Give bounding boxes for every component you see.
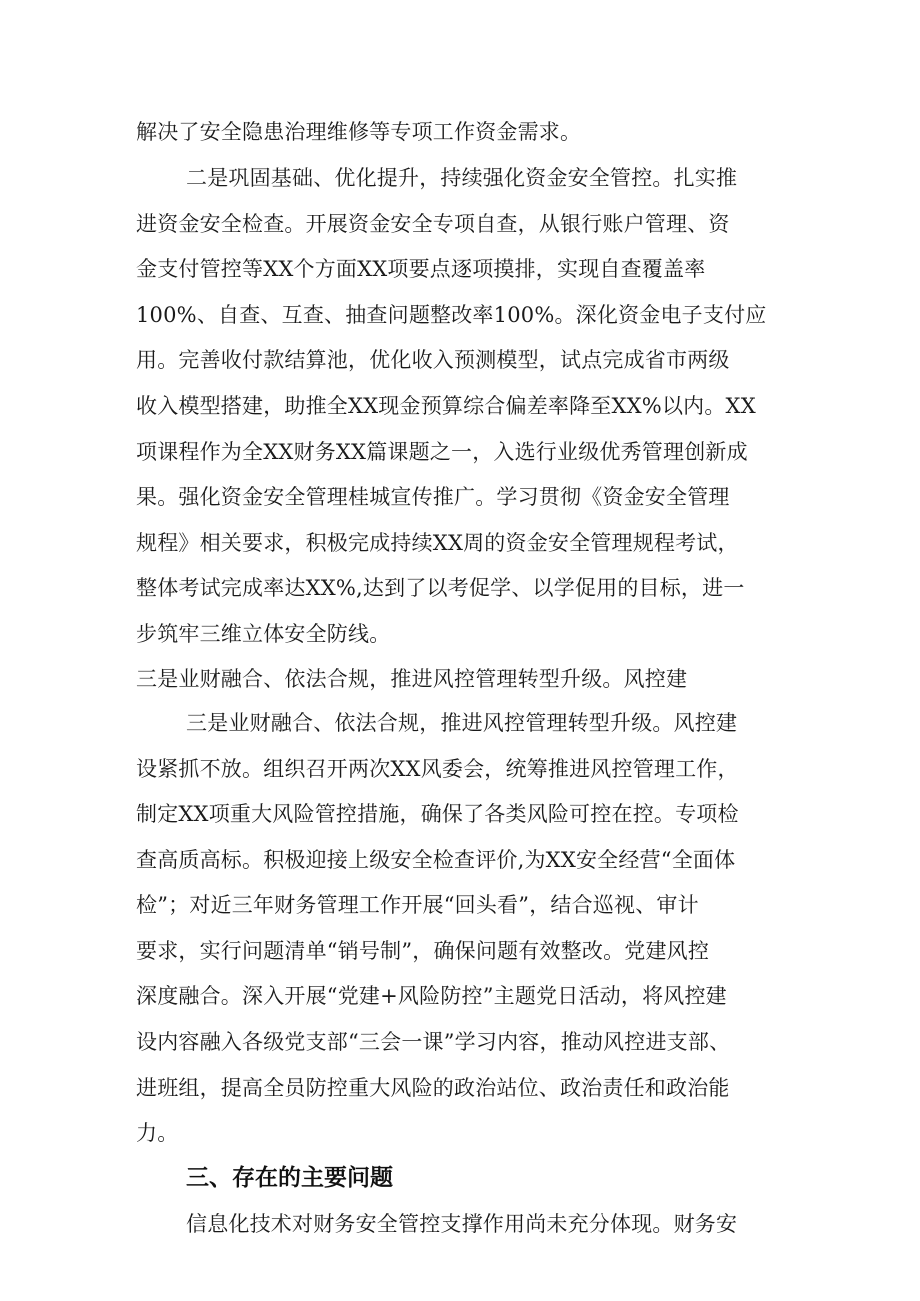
text-line: 项课程作为全XX财务XX篇课题之一，入选行业级优秀管理创新成 xyxy=(136,440,748,464)
text-line: 查高质高标。积极迎接上级安全检查评价,为XX安全经营“全面体 xyxy=(136,848,736,872)
text-line: 设内容融入各级党支部“三会一课”学习内容，推动风控进支部、 xyxy=(136,1030,731,1054)
text-line: 力。 xyxy=(136,1121,179,1145)
text-line: 步筑牢三维立体安全防线。 xyxy=(136,622,391,646)
paragraph-start-line: 二是巩固基础、优化提升，持续强化资金安全管控。扎实推 xyxy=(186,166,738,190)
text-line: 解决了安全隐患治理维修等专项工作资金需求。 xyxy=(136,120,582,144)
text-line: 要求，实行问题清单“销号制”，确保问题有效整改。党建风控 xyxy=(136,939,710,963)
paragraph-start-line: 三是业财融合、依法合规，推进风控管理转型升级。风控建 xyxy=(186,711,738,735)
paragraph-start-line: 信息化技术对财务安全管控支撑作用尚未充分体现。财务安 xyxy=(186,1212,738,1236)
text-line: 收入模型搭建，助推全XX现金预算综合偏差率降至XX%以内。XX xyxy=(136,394,756,418)
text-line: 三是业财融合、依法合规，推进风控管理转型升级。风控建 xyxy=(136,667,688,691)
text-line: 用。完善收付款结算池，优化收入预测模型，试点完成省市两级 xyxy=(136,348,730,372)
text-line: 深度融合。深入开展“党建+风险防控”主题党日活动，将风控建 xyxy=(136,984,727,1008)
text-line: 制定XX项重大风险管控措施，确保了各类风险可控在控。专项检 xyxy=(136,802,739,826)
text-line: 果。强化资金安全管理桂城宣传推广。学习贯彻《资金安全管理 xyxy=(136,485,730,509)
text-line: 规程》相关要求，积极完成持续XX周的资金安全管理规程考试， xyxy=(136,531,739,555)
section-heading: 三、存在的主要问题 xyxy=(186,1165,393,1191)
text-line: 检”；对近三年财务管理工作开展“回头看”，结合巡视、审计 xyxy=(136,893,699,917)
text-line: 设紧抓不放。组织召开两次XX风委会，统筹推进风控管理工作， xyxy=(136,757,739,781)
text-line: 100%、自查、互查、抽查问题整改率100%。深化资金电子支付应 xyxy=(136,303,767,327)
text-line: 进资金安全检查。开展资金安全专项自查，从银行账户管理、资 xyxy=(136,212,730,236)
text-line: 整体考试完成率达XX%,达到了以考促学、以学促用的目标，进一 xyxy=(136,576,745,600)
text-line: 金支付管控等XX个方面XX项要点逐项摸排，实现自查覆盖率 xyxy=(136,257,706,281)
text-line: 进班组，提高全员防控重大风险的政治站位、政治责任和政治能 xyxy=(136,1076,730,1100)
